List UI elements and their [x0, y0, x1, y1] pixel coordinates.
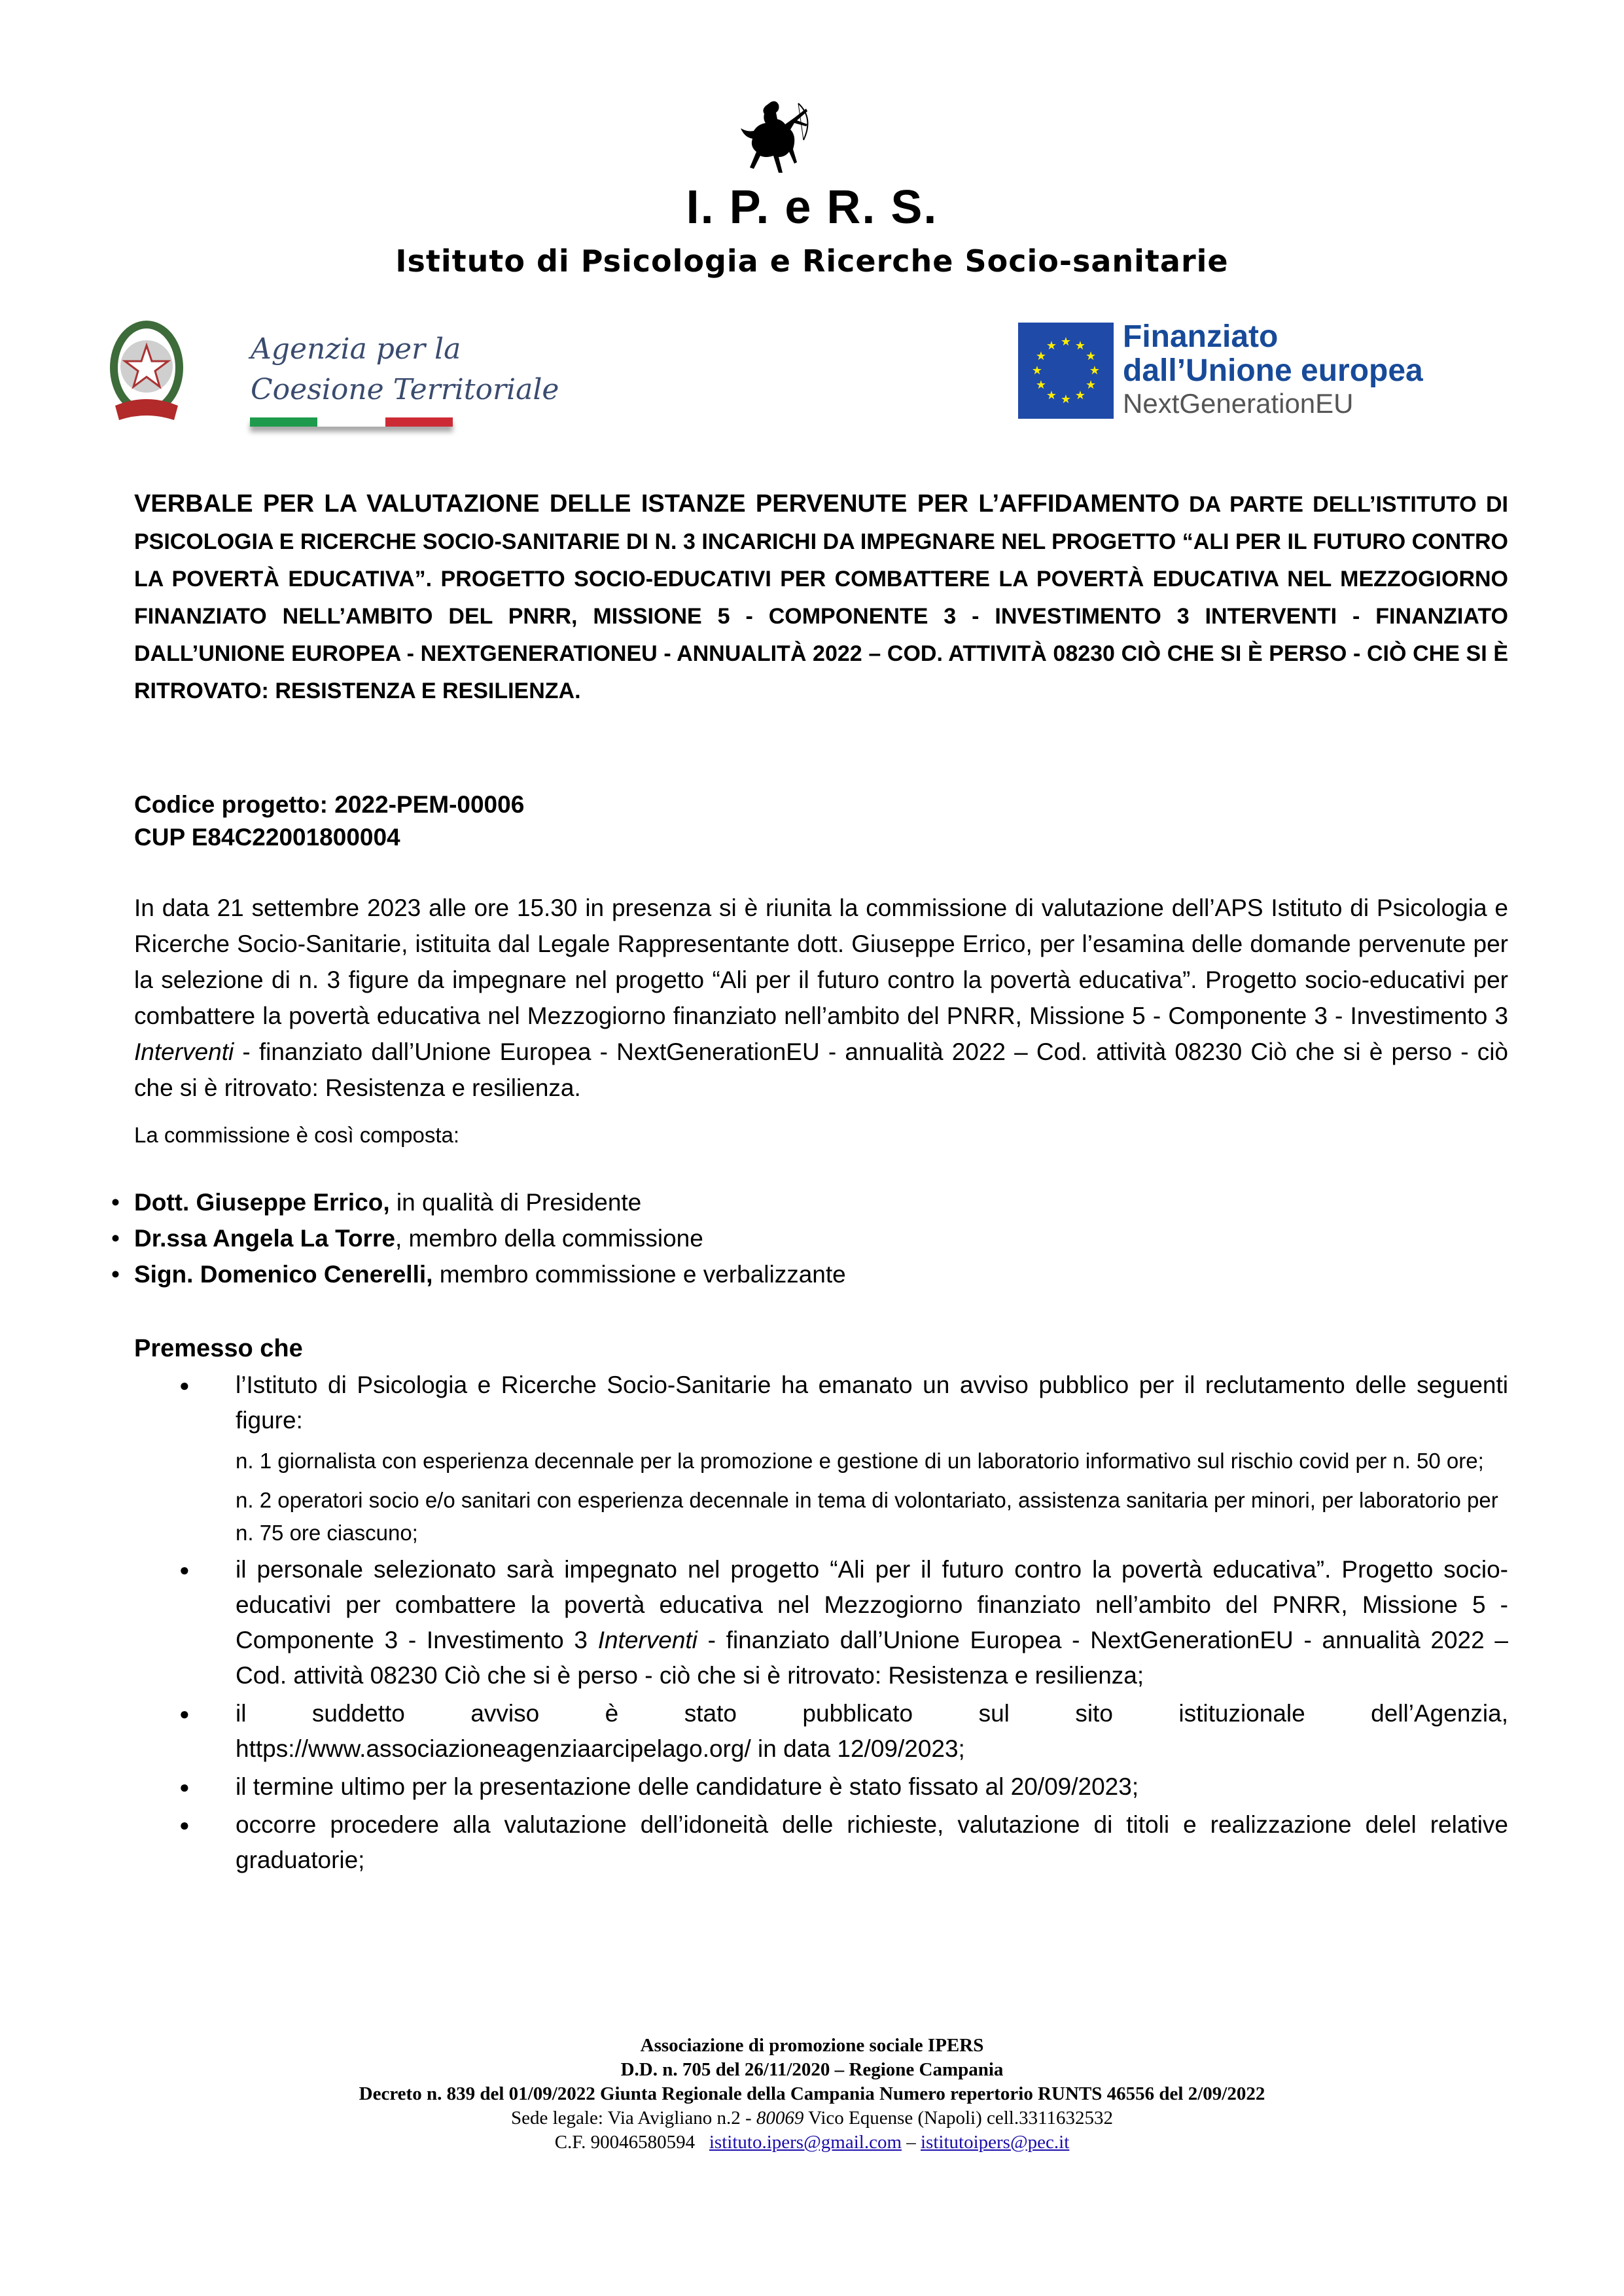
member-name: Sign. Domenico Cenerelli,: [134, 1261, 433, 1288]
commission-list: [105, 1184, 1413, 1292]
premesso-italic: Interventi: [597, 1627, 697, 1653]
footer-address: [0, 2106, 1624, 2130]
member-role: , membro della commissione: [395, 1225, 703, 1252]
footer-contacts: [0, 2130, 1624, 2155]
project-codes: [134, 788, 1508, 854]
title-part2: DA PARTE DELL’ISTITUTO DI PSICOLOGIA E RICERCHE SOCIO-SANITARIE DI N. 3 INCARICHI DA IMPEGNARE NEL PROGETTO “ALI PER IL FUTURO CONTRO LA POVERTÀ EDUCATIVA”. PROGETTO SOCIO-EDUCATIVI PER COMBATTERE LA POVERTÀ EDUCATIVA NEL MEZZOGIORNO FINANZIATO NELL’AMBITO DEL PNRR, MISSIONE 5 - COMPONENTE 3 - INVESTIMENTO 3 INTERVENTI - FINANZIATO DALL’UNIONE EUROPEA - NEXTGENERATIONEU - ANNUALITÀ 2022 – COD. ATTIVITÀ 08230 CIÒ CHE SI È PERSO - CIÒ CHE SI È RITROVATO: RESISTENZA E RESILIENZA.: [134, 492, 1508, 703]
centaur-archer-icon: [725, 97, 817, 183]
document-title: [134, 486, 1508, 709]
institute-full-name: Istituto di Psicologia e Ricerche Socio-sanitarie: [395, 243, 1229, 279]
premesso-text: occorre procedere alla valutazione dell’idoneità delle richieste, valutazione di titoli e realizzazione delel relative graduatorie;: [236, 1811, 1508, 1873]
premesso-text: ● il suddetto avviso è stato pubblicato sul sito istituzionale dell’Agenzia,: [236, 1700, 1508, 1727]
intro-paragraph: [134, 890, 1508, 1106]
cup-code: CUP E84C22001800004: [134, 824, 400, 851]
member-role: in qualità di Presidente: [389, 1189, 642, 1216]
eu-flag-icon: [1018, 323, 1114, 419]
commission-member: [105, 1184, 1413, 1220]
premesso-item: [177, 1552, 1508, 1693]
commission-member: [105, 1256, 1413, 1292]
title-part1: VERBALE PER LA VALUTAZIONE DELLE ISTANZE PERVENUTE PER L’AFFIDAMENTO: [134, 490, 1180, 518]
footer-association: Associazione di promozione sociale IPERS: [640, 2035, 984, 2056]
eu-star-icon: ★: [1089, 364, 1101, 377]
eu-funded-line1: Finanziato: [1123, 319, 1279, 354]
footer-decree-runts: Decreto n. 839 del 01/09/2022 Giunta Regionale della Campania Numero repertorio RUNTS 46556 del 2/09/2022: [359, 2083, 1265, 2104]
intro-italic: Interventi: [134, 1038, 234, 1065]
eu-nextgen-label: NextGenerationEU: [1123, 388, 1354, 419]
premesso-item: [177, 1368, 1508, 1549]
premesso-item: [177, 1807, 1508, 1878]
tax-code: C.F. 90046580594: [554, 2132, 709, 2153]
eu-star-icon: ★: [1074, 389, 1086, 402]
italian-republic-emblem-icon: [110, 321, 183, 432]
composition-label: La commissione è così composta:: [134, 1123, 460, 1147]
eu-star-icon: ★: [1035, 349, 1046, 362]
eu-star-icon: ★: [1046, 338, 1057, 352]
agency-logo: [110, 321, 559, 442]
premesso-text-end: - finanziato dall’Unione Europea - NextGenerationEU - annualità 2022 – Cod. attività 08230 Ciò che si è perso - ciò che si è ritrovato: Resistenza e resilienza;: [236, 1627, 1508, 1689]
premesso-text: il personale selezionato sarà impegnato nel progetto “Ali per il futuro contro la povertà educativa”. Progetto socio-educativi per combattere la povertà educativa nel Mezzogiorno finanziato nell’ambito del PNRR, Missione 5 - Componente 3 - Investimento 3: [236, 1556, 1508, 1653]
eu-star-icon: ★: [1060, 335, 1072, 348]
eu-star-icon: ★: [1086, 378, 1097, 391]
page-footer: [0, 2034, 1624, 2155]
eu-star-icon: ★: [1074, 338, 1086, 352]
eu-star-icon: ★: [1060, 393, 1072, 406]
institute-acronym: I. P. e R. S.: [686, 181, 938, 234]
intro-text-end: - finanziato dall’Unione Europea - NextGenerationEU - annualità 2022 – Cod. attività 08230 Ciò che si è perso - ciò che si è ritrovato: Resistenza e resilienza.: [134, 1038, 1508, 1101]
premesso-item: [177, 1696, 1508, 1767]
premesso-item: [177, 1769, 1508, 1805]
eu-star-icon: ★: [1086, 349, 1097, 362]
member-name: Dr.ssa Angela La Torre: [134, 1225, 395, 1252]
italian-flag-bar: [250, 417, 453, 427]
website-url: https://www.associazioneagenziaarcipelago.org/ in data 12/09/2023;: [236, 1735, 965, 1762]
premesso-list: [177, 1368, 1508, 1881]
address-city: Vico Equense (Napoli) cell.3311632532: [803, 2108, 1114, 2128]
premesso-text: l’Istituto di Psicologia e Ricerche Socio-Sanitarie ha emanato un avviso pubblico per il reclutamento delle seguenti figure:: [236, 1371, 1508, 1434]
project-code: Codice progetto: 2022-PEM-00006: [134, 791, 525, 818]
pec-link[interactable]: istitutoipers@pec.it: [921, 2132, 1070, 2153]
intro-text: In data 21 settembre 2023 alle ore 15.30 in presenza si è riunita la commissione di valutazione dell’APS Istituto di Psicologia e Ricerche Socio-Sanitarie, istituita dal Legale Rappresentante dott. Giuseppe Errico, per l’esamina delle domande pervenute per la selezione di n. 3 figure da impegnare nel progetto “Ali per il futuro contro la povertà educativa”. Progetto socio-educativi per combattere la povertà educativa nel Mezzogiorno finanziato nell’ambito del PNRR, Missione 5 - Componente 3 - Investimento 3: [134, 894, 1508, 1029]
address-zip: 80069: [756, 2108, 804, 2128]
member-role: membro commissione e verbalizzante: [432, 1261, 846, 1288]
separator: –: [902, 2132, 921, 2153]
eu-star-icon: ★: [1046, 389, 1057, 402]
eu-funded-line2: dall’Unione europea: [1123, 353, 1423, 388]
footer-decree-dd: D.D. n. 705 del 26/11/2020 – Regione Campania: [620, 2059, 1004, 2080]
commission-member: [105, 1220, 1413, 1256]
member-name: Dott. Giuseppe Errico,: [134, 1189, 390, 1216]
eu-star-icon: ★: [1035, 378, 1046, 391]
premesso-text: il termine ultimo per la presentazione delle candidature è stato fissato al 20/09/2023;: [236, 1773, 1139, 1800]
role-journalist: n. 1 giornalista con esperienza decennale per la promozione e gestione di un laboratorio informativo sul rischio covid per n. 50 ore;: [236, 1449, 1484, 1473]
premesso-heading: Premesso che: [134, 1335, 303, 1362]
role-operators: n. 2 operatori socio e/o sanitari con esperienza decennale in tema di volontariato, assistenza sanitaria per minori, per laboratorio per n. 75 ore ciascuno;: [236, 1488, 1498, 1545]
eu-star-icon: ★: [1031, 364, 1043, 377]
email-link[interactable]: istituto.ipers@gmail.com: [709, 2132, 902, 2153]
agency-name-line2: Coesione Territoriale: [251, 373, 559, 406]
address-street: Sede legale: Via Avigliano n.2 -: [510, 2108, 756, 2128]
eu-funding-logo: [1018, 319, 1515, 421]
agency-name-line1: Agenzia per la: [251, 332, 461, 366]
